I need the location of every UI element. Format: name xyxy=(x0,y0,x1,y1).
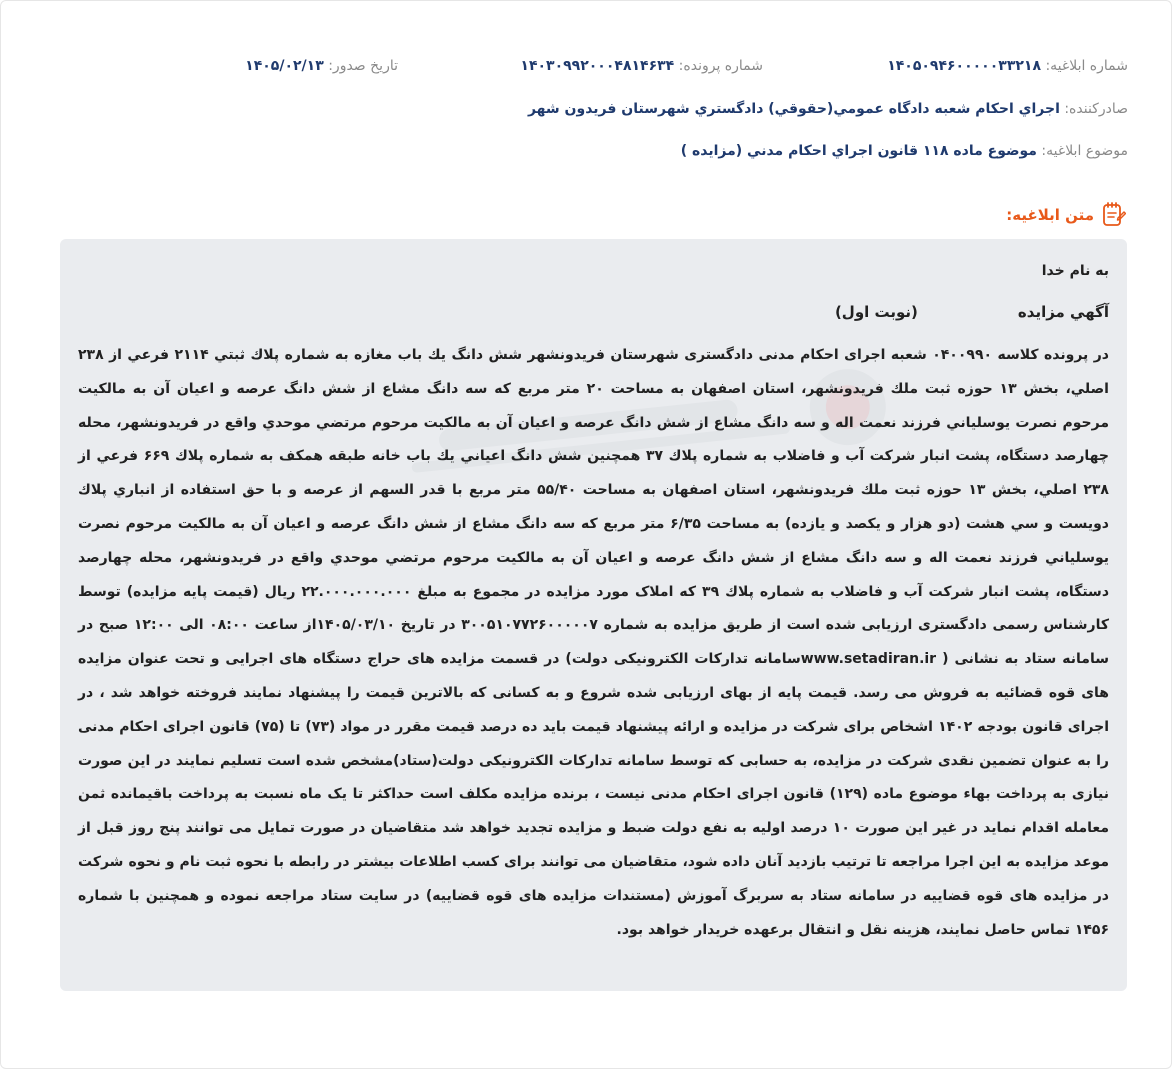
case-number xyxy=(520,58,763,74)
issuer-value: اجراي احکام شعبه دادگاه عمومي(حقوقي) دادگستري شهرستان فريدون شهر xyxy=(527,101,1060,117)
notice-number xyxy=(887,58,1128,74)
case-number-value: ۱۴۰۳۰۹۹۲۰۰۰۴۸۱۴۶۳۴ xyxy=(520,58,675,74)
notice-heading-round: (نوبت اول) xyxy=(834,303,918,321)
notice-greeting: به نام خدا xyxy=(1041,263,1109,279)
notice-heading-title: آگهي مزايده xyxy=(1017,303,1109,321)
notice-number-value: ۱۴۰۵۰۹۴۶۰۰۰۰۰۳۳۲۱۸ xyxy=(887,58,1041,74)
notice-heading xyxy=(78,303,1109,321)
case-number-label: شماره پرونده: xyxy=(678,58,763,74)
notice-number-label: شماره ابلاغيه: xyxy=(1045,58,1128,74)
notice-content-box xyxy=(60,239,1127,991)
issue-date-label: تاريخ صدور: xyxy=(328,58,398,74)
issue-date xyxy=(245,58,398,74)
meta-row xyxy=(46,58,1128,82)
notice-body-text: در پرونده كلاسه ۰۴۰۰۹۹۰ شعبه اجرای احکام مدنی دادگستری شهرستان فریدونشهر شش دانگ يك باب مغازه به شماره پلاك ثبتي ۲۱۱۴ فرعي از ۲۳۸ اصلي، بخش ۱۳ حوزه ثبت ملك فريدونشهر، استان اصفهان به مساحت ۲۰ متر مربع كه سه دانگ مشاع از شش دانگ عرصه و اعيان آن به مالكيت مرحوم نصرت يوسلياني فرزند نعمت اله و سه دانگ مشاع از شش دانگ عرصه و اعيان آن به مالكيت مرحوم مرتضي موحدي واقع در فريدونشهر، محله چهارصد دستگاه، پشت انبار شركت آب و فاضلاب به شماره پلاك ۳۷ همچنين شش دانگ اعياني يك باب خانه طبقه همكف به شماره پلاك ۶۶۹ فرعي از ۲۳۸ اصلي، بخش ۱۳ حوزه ثبت ملك فريدونشهر، استان اصفهان به مساحت ۵۵/۴۰ متر مربع با قدر السهم از عرصه و با حق استفاده از انباري پلاك دويست و سي هشت (دو هزار و يكصد و يازده) به مساحت ۶/۳۵ متر مربع كه سه دانگ مشاع از شش دانگ عرصه و اعيان آن به مالكيت مرحوم نصرت يوسلياني فرزند نعمت اله و سه دانگ مشاع از شش دانگ عرصه و اعيان آن به مالكيت مرحوم مرتضي موحدي واقع در فريدونشهر، محله چهارصد دستگاه، پشت انبار شركت آب و فاضلاب به شماره پلاك ۳۹ كه املاک مورد مزایده در مجموع به مبلغ ۲۲.۰۰۰.۰۰۰.۰۰۰ ریال (قیمت پایه مزایده) توسط کارشناس رسمی دادگستری ارزیابی شده است از طریق مزایده به شماره ۳۰۰۵۱۰۷۷۲۶۰۰۰۰۰۷ در تاریخ ۱۴۰۵/۰۳/۱۰از ساعت ۰۸:۰۰ الی ۱۲:۰۰ صبح در سامانه ستاد به نشانی ( www.setadiran.irسامانه تدارکات الکترونیکی دولت) در قسمت مزایده های حراج دستگاه های اجرایی و تحت عنوان مزایده های قوه قضائیه به فروش می رسد. قیمت پایه از بهای ارزیابی شده شروع و به کسانی که بالاترین قیمت را پیشنهاد نمایند فروخته خواهد شد ، در اجرای قانون بودجه ۱۴۰۲ اشخاص برای شرکت در مزایده و ارائه پیشنهاد قیمت باید ده درصد قیمت مقرر در مواد (۷۳) تا (۷۵) قانون اجرای احکام مدنی را به عنوان تضمین نقدی شرکت در مزایده، به حسابی که توسط سامانه تدارکات الکترونیکی دولت(ستاد)مشخص شده است تسلیم نمایند در این صورت نیازی به پرداخت بهاء موضوع ماده (۱۲۹) قانون اجرای احکام مدنی نیست ، برنده مزایده مکلف است حداکثر تا یک ماه نسبت به پرداخت باقیمانده ثمن معامله اقدام نماید در غیر این صورت ۱۰ درصد اولیه به نفع دولت ضبط و مزایده تجدید خواهد شد متقاضیان در صورت تمایل می توانند پنج روز قبل از موعد مزایده به این اجرا مراجعه تا ترتیب بازدید آنان داده شود، متقاضیان می توانند برای کسب اطلاعات بیشتر در رابطه با نحوه ثبت نام و نحوه شرکت در مزایده های قوه قضاییه در سامانه ستاد به سربرگ آموزش (مستندات مزایده های قوه قضاییه) در سایت ستاد مراجعه نموده و همچنین با شماره ۱۴۵۶ تماس حاصل نمایند، هزینه نقل و انتقال برعهده خریدار خواهد بود. xyxy=(78,347,1110,938)
section-title xyxy=(1006,202,1126,228)
issuer xyxy=(46,101,1128,117)
section-title-text: متن ابلاغيه: xyxy=(1006,206,1094,224)
subject-value: موضوع ماده ۱۱۸ قانون اجراي احكام مدني (مزايده ) xyxy=(680,143,1037,159)
subject-label: موضوع ابلاغيه: xyxy=(1041,143,1128,159)
issue-date-value: ۱۴۰۵/۰۲/۱۳ xyxy=(245,58,324,74)
subject xyxy=(46,143,1128,159)
document-text-icon xyxy=(1102,202,1126,228)
issuer-label: صادرکننده: xyxy=(1064,101,1128,117)
